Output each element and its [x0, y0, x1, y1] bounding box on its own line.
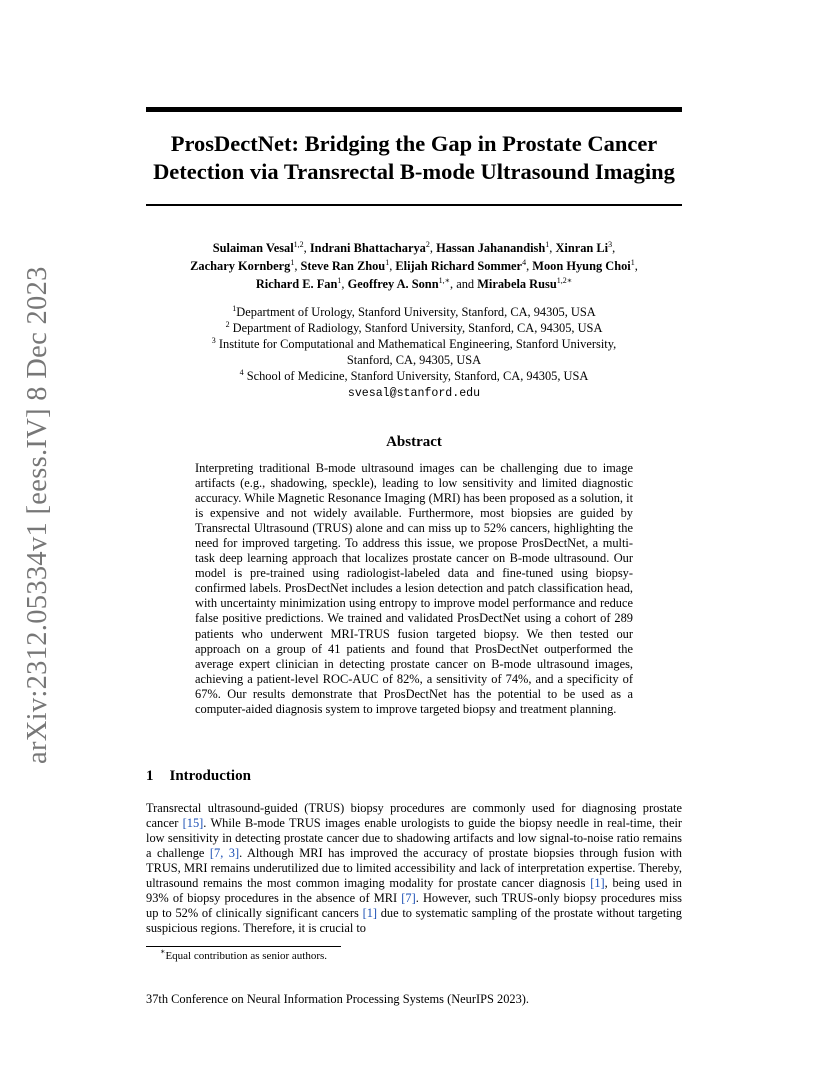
author-affiliation-mark: 1: [385, 258, 390, 267]
author-name: Indrani Bhattacharya: [309, 241, 426, 255]
author-name: Geoffrey A. Sonn: [347, 277, 439, 291]
author-separator: , and: [450, 277, 478, 291]
abstract-heading: Abstract: [386, 434, 442, 450]
paper-title: [120, 130, 708, 186]
author-name: Moon Hyung Choi: [532, 259, 631, 273]
author-email[interactable]: svesal@stanford.edu: [347, 387, 481, 400]
citation-link[interactable]: [7, 3]: [209, 846, 240, 861]
author-affiliation-mark: 1: [337, 276, 342, 285]
intro-text-segment: due to systematic sampling of the prostate without targeting suspicious regions. Therefore, it is crucial to: [146, 906, 682, 936]
author-affiliation-mark: 1: [545, 240, 550, 249]
top-rule: [146, 107, 682, 112]
abstract-text: Interpreting traditional B-mode ultrasound images can be challenging due to image artifacts (e.g., shadowing, speckle), leading to low sensitivity and limited diagnostic accuracy. While Magnetic Resonance Imaging (MRI) has been proposed as a solution, it is expensive and not widely available. Furthermore, most biopsies are guided by Transrectal Ultrasound (TRUS) alone and can miss up to 52% cancers, highlighting the need for improved targeting. To address this issue, we propose ProsDectNet, a multi-task deep learning approach that localizes prostate cancer on B-mode ultrasound. Our model is pre-trained using radiologist-labeled data and fine-tuned using biopsy-confirmed labels. ProsDectNet includes a lesion detection and patch classification head, with uncertainty minimization using entropy to improve model performance and reduce false positive predictions. We trained and validated ProsDectNet using a cohort of 289 patients who underwent MRI-TRUS fusion targeted biopsy. We then tested our approach on a group of 41 patients and found that ProsDectNet outperformed the average expert clinician in detecting prostate cancer on B-mode ultrasound images, achieving a patient-level ROC-AUC of 82%, a sensitivity of 74%, and a specificity of 67%. Our results demonstrate that ProsDectNet has the potential to be used as a computer-aided diagnosis system to improve targeted biopsy and treatment planning.: [195, 461, 634, 716]
author-name: Mirabela Rusu: [477, 277, 557, 291]
author-separator: ,: [549, 241, 556, 255]
author-name: Steve Ran Zhou: [300, 259, 386, 273]
author-affiliation-mark: 1,2: [293, 240, 304, 249]
author-affiliation-mark: 1,∗: [438, 276, 451, 285]
footnote-text: Equal contribution as senior authors.: [165, 950, 328, 962]
email-line: [100, 384, 728, 402]
footnote-rule: [146, 946, 341, 947]
author-line-2: [100, 257, 728, 275]
author-affiliation-mark: 2: [425, 240, 430, 249]
author-separator: ,: [389, 259, 396, 273]
author-separator: ,: [303, 241, 310, 255]
affiliation: [100, 320, 728, 336]
section-title: Introduction: [169, 768, 251, 784]
affiliation-mark: 2: [225, 320, 230, 329]
footnote-mark: ∗: [160, 947, 166, 956]
affiliation-text: Stanford, CA, 94305, USA: [346, 353, 482, 367]
affiliation-text: Department of Urology, Stanford University, Stanford, CA, 94305, USA: [236, 305, 596, 319]
author-name: Xinran Li: [555, 241, 609, 255]
affiliation-mark: 4: [239, 368, 244, 377]
affiliation-text: Department of Radiology, Stanford University, Stanford, CA, 94305, USA: [229, 321, 603, 335]
affiliation: [100, 368, 728, 384]
arxiv-side-identifier: arXiv:2312.05334v1 [eess.IV] 8 Dec 2023: [22, 266, 53, 764]
section-number: 1: [146, 768, 154, 784]
intro-text-segment: . While B-mode TRUS images enable urologists to guide the biopsy needle in real-time, their low sensitivity in detecting prostate cancer due to shadowing artifacts and low signal-to-noise ratio remains a challenge: [146, 816, 683, 861]
title-line-1: ProsDectNet: Bridging the Gap in Prostate Cancer: [170, 131, 658, 156]
author-affiliation-mark: 1: [290, 258, 295, 267]
affiliation: [100, 336, 728, 352]
author-name: Elijah Richard Sommer: [395, 259, 523, 273]
author-separator: ,: [526, 259, 533, 273]
affiliation-mark: 1: [232, 304, 237, 313]
affiliation: [100, 304, 728, 320]
author-affiliation-mark: 1,2∗: [556, 276, 573, 285]
author-affiliation-mark: 4: [522, 258, 527, 267]
author-separator: ,: [294, 259, 301, 273]
intro-text-segment: , being used in 93% of biopsy procedures in the absence of MRI: [146, 876, 682, 906]
author-line-3: [100, 275, 728, 293]
title-line-2: Detection via Transrectal B-mode Ultrasound Imaging: [153, 159, 675, 184]
affiliation-mark: 3: [211, 336, 216, 345]
author-name: Zachary Kornberg: [190, 259, 291, 273]
author-affiliation-mark: 1: [630, 258, 635, 267]
citation-link[interactable]: [1]: [362, 906, 378, 921]
citation-link[interactable]: [7]: [401, 891, 416, 906]
title-rule: [146, 204, 682, 206]
intro-text-segment: Transrectal ultrasound-guided (TRUS) biopsy procedures are commonly used for diagnosing prostate cancer: [146, 801, 682, 831]
author-name: Sulaiman Vesal: [212, 241, 294, 255]
intro-text-segment: . Although MRI has improved the accuracy of prostate biopsies through fusion with TRUS, MRI remains underutilized due to limited accessibility and lack of interpretation expertise. Thereby, ultrasound remains the most common imaging modality for prostate cancer diagnosis: [146, 846, 682, 891]
author-separator: ,: [429, 241, 437, 255]
author-separator: ,: [341, 277, 348, 291]
conference-note: 37th Conference on Neural Information Processing Systems (NeurIPS 2023).: [146, 992, 530, 1006]
author-separator: ,: [612, 241, 616, 255]
intro-text-segment: . However, such TRUS-only biopsy procedures miss up to 52% of clinically significant cancers: [146, 891, 683, 921]
citation-link[interactable]: [1]: [590, 876, 605, 891]
affiliation: [100, 352, 728, 368]
author-affiliation-mark: 3: [608, 240, 613, 249]
author-name: Hassan Jahanandish: [436, 241, 546, 255]
author-line-1: [100, 239, 728, 257]
affiliation-text: School of Medicine, Stanford University, Stanford, CA, 94305, USA: [243, 369, 589, 383]
introduction-text: [146, 801, 682, 936]
citation-link[interactable]: [15]: [182, 816, 204, 831]
footnote: [160, 947, 328, 962]
affiliation-text: Institute for Computational and Mathematical Engineering, Stanford University,: [215, 337, 617, 351]
introduction-heading: [146, 768, 251, 785]
author-name: Richard E. Fan: [255, 277, 338, 291]
author-separator: ,: [634, 259, 638, 273]
